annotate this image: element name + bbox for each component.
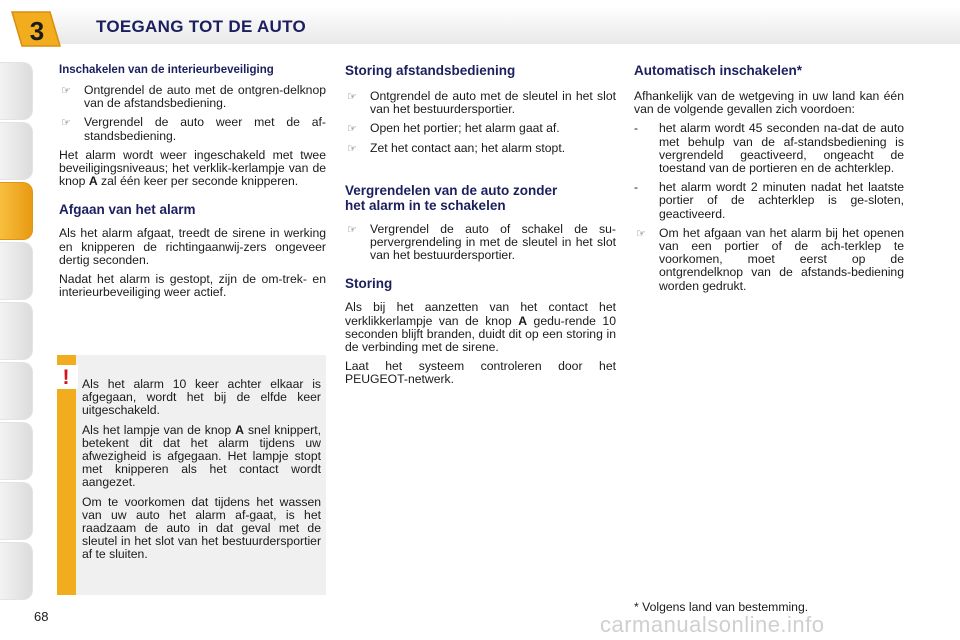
pointer-icon: ☞ (347, 122, 357, 136)
chapter-tab-2[interactable] (0, 122, 33, 180)
heading-lock-without-alarm: Vergrendelen van de auto zonder het alarm in te schakelen (345, 182, 558, 213)
paragraph: Als het alarm afgaat, treedt de sirene in werking en knipperen de richtingaanwij-zers ongeveer dertig seconden. (59, 226, 326, 267)
list-item (345, 142, 616, 155)
warning-icon: ! (54, 365, 78, 389)
list-item (345, 122, 616, 135)
chapter-tab-8[interactable] (0, 482, 33, 540)
pointer-icon: ☞ (347, 222, 357, 236)
column-middle (345, 63, 616, 393)
page-title: TOEGANG TOT DE AUTO (96, 17, 307, 36)
footnote: * Volgens land van bestemming. (634, 600, 809, 614)
paragraph: Laat het systeem controleren door het PEUGEOT-netwerk. (345, 359, 616, 387)
list-item-text: Ontgrendel de auto met de ontgren-delknop van de afstandsbediening. (84, 83, 326, 111)
button-key-label: A (88, 174, 98, 189)
paragraph: Nadat het alarm is gestopt, zijn de om-trek- en interieurbeveiliging weer actief. (59, 272, 326, 300)
list-item-text: Zet het contact aan; het alarm stopt. (370, 140, 566, 155)
paragraph: Als bij het aanzetten van het contact het verklikkerlampje van de knop A gedu-rende 10 seconden blijft branden, duidt dit op een storing in de verbinding met de sirene. (345, 300, 616, 355)
chapter-tab-1[interactable] (0, 62, 33, 120)
pointer-icon: ☞ (347, 141, 357, 155)
pointer-icon: ☞ (636, 226, 646, 240)
chapter-badge (6, 6, 64, 52)
list-item-text: Om het afgaan van het alarm bij het openen van een portier of de ach-terklep te voorkomen, moet eerst op de ontgrendelknop van de afstands-bediening worden gedrukt. (659, 225, 904, 293)
paragraph: Het alarm wordt weer ingeschakeld met twee beveiligingsniveaus; het verklik-kerlampje van de knop A zal één keer per seconde knipperen. (59, 147, 326, 189)
heading-automatic-activation: Automatisch inschakelen* (634, 63, 803, 78)
chapter-tab-7[interactable] (0, 422, 33, 480)
heading-fault: Storing (345, 276, 393, 292)
list-item (634, 122, 904, 175)
list-item (634, 181, 904, 221)
paragraph: Afhankelijk van de wetgeving in uw land kan één van de volgende gevallen zich voordoen: (634, 89, 904, 117)
list-item-text: Vergrendel de auto of schakel de su-pervergrendeling in met de sleutel in het slot van het bestuurdersportier. (370, 221, 616, 263)
list-item (59, 84, 326, 110)
page-number: 68 (34, 609, 49, 624)
chapter-tab-6[interactable] (0, 362, 33, 420)
heading-interior-protection: Inschakelen van de interieurbeveiliging (59, 64, 274, 76)
warning-text (82, 378, 321, 568)
chapter-tab-5[interactable] (0, 302, 33, 360)
list-item-text: Ontgrendel de auto met de sleutel in het slot van het bestuurdersportier. (370, 89, 616, 117)
chapter-tab-4[interactable] (0, 242, 33, 300)
paragraph: Als het lampje van de knop A snel knippert, betekent dit dat het alarm tijdens uw afwezigheid is afgegaan. Het lampje stopt met knipperen als het contact wordt aangezet. (82, 422, 322, 490)
pointer-icon: ☞ (61, 116, 71, 130)
heading-alarm-triggered: Afgaan van het alarm (59, 202, 196, 218)
heading-remote-fault: Storing afstandsbediening (345, 63, 516, 78)
list-item (345, 90, 616, 116)
list-item (634, 227, 904, 293)
button-key-label: A (235, 422, 244, 437)
chapter-number: 3 (29, 16, 45, 46)
dash-marker: - (634, 121, 639, 136)
list-item-text: het alarm wordt 2 minuten nadat het laatste portier of de achterklep is ge-sloten, geactiveerd. (659, 180, 904, 221)
column-left (59, 64, 326, 305)
button-key-label: A (518, 313, 527, 328)
paragraph: Om te voorkomen dat tijdens het wassen van uw auto het alarm af-gaat, is het raadzaam de auto in dat geval met de sleutel in het slot van het bestuurdersportier af te sluiten. (82, 494, 321, 562)
list-item-text: Vergrendel de auto weer met de af-standsbediening. (84, 115, 326, 143)
list-item (59, 116, 326, 142)
list-item-text: Open het portier; het alarm gaat af. (370, 121, 560, 136)
pointer-icon: ☞ (347, 90, 357, 103)
column-right (634, 63, 904, 299)
list-item-text: het alarm wordt 45 seconden na-dat de auto met behulp van de af-standsbediening is vergrendeld geactiveerd, ongeacht de toestand van de portieren en de achterklep. (659, 121, 904, 176)
chapter-tab-3[interactable] (0, 182, 33, 240)
chapter-tab-9[interactable] (0, 542, 33, 600)
list-item (345, 223, 616, 263)
watermark: carmanualsonline.info (600, 612, 825, 637)
paragraph: Als het alarm 10 keer achter elkaar is afgegaan, wordt het bij de elfde keer uitgeschakeld. (82, 377, 321, 418)
dash-marker: - (634, 180, 639, 195)
pointer-icon: ☞ (61, 84, 71, 97)
